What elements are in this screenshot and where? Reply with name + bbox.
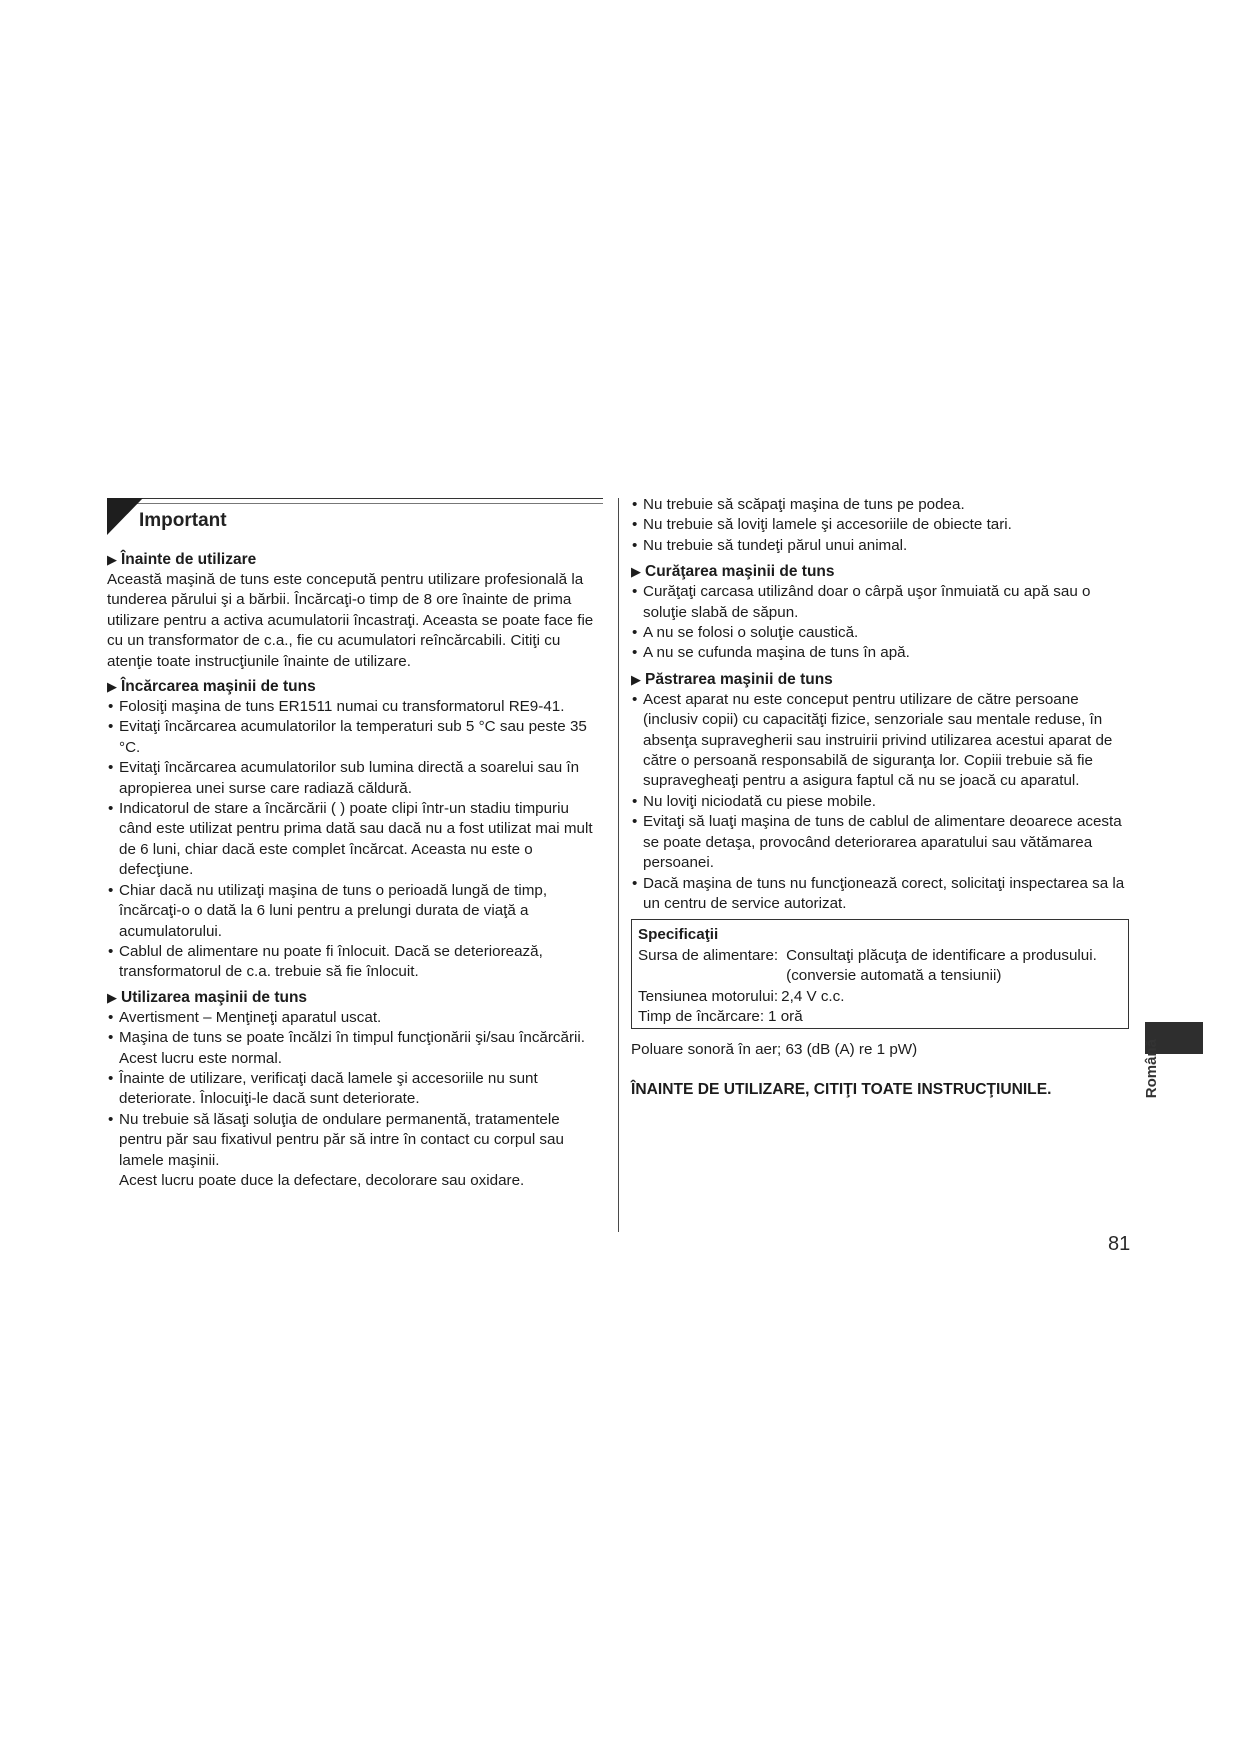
list-item: • Nu trebuie să tundeţi părul unui animal. <box>631 536 1131 556</box>
section-heading-charging: ▶ Încărcarea maşinii de tuns <box>107 678 316 696</box>
list-item: • Indicatorul de stare a încărcării ( ) poate clipi într-un stadiu timpuriu când este utilizat pentru prima dată sau dacă nu a fost utilizat mai mult de 6 luni, chiar dacă este complet încărcat. Aceasta nu este o defecţiune. <box>107 799 603 881</box>
list-item: • Nu trebuie să lăsaţi soluţia de ondulare permanentă, tratamentele pentru păr sau fixativul pentru păr să intre în contact cu corpul sau lamele maşinii. Acest lucru poate duce la defectare, decolorare sau oxidare. <box>107 1110 603 1192</box>
storage-list <box>631 690 1131 914</box>
list-item: • Înainte de utilizare, verificaţi dacă lamele şi accesoriile nu sunt deteriorate. Înlocuiţi-le dacă sunt deteriorate. <box>107 1069 603 1110</box>
list-item: • Acest aparat nu este conceput pentru utilizare de către persoane (inclusiv copii) cu capacităţi fizice, senzoriale sau mentale reduse, în absenţa supravegherii sau instruirii privind utilizarea acestui aparat de către o persoană responsabilă de siguranţa lor. Copiii trebuie să fie supravegheaţi pentru a asigura faptul că nu se joacă cu aparatul. <box>631 690 1131 792</box>
banner-rule <box>107 498 603 499</box>
list-item: • Evitaţi încărcarea acumulatorilor la temperaturi sub 5 °C sau peste 35 °C. <box>107 717 603 758</box>
using-list <box>107 1008 603 1192</box>
section-heading-before-use: ▶ Înainte de utilizare <box>107 551 257 568</box>
play-arrow-icon: ▶ <box>631 671 641 687</box>
spec-row <box>638 987 1122 1007</box>
list-item: • Nu trebuie să loviţi lamele şi accesoriile de obiecte tari. <box>631 515 1131 535</box>
banner-rule-secondary <box>117 503 603 504</box>
specifications-box <box>631 919 1129 1029</box>
list-item-continuation: Acest lucru poate duce la defectare, decolorare sau oxidare. <box>119 1171 525 1189</box>
charging-list <box>107 697 603 983</box>
list-item: • Evitaţi să luaţi maşina de tuns de cablul de alimentare deoarece acesta se poate detaşa, provocând deteriorarea aparatului sau vătămarea persoanei. <box>631 812 1131 873</box>
section-heading-using: ▶ Utilizarea maşinii de tuns <box>107 988 308 1006</box>
spec-row <box>638 946 1122 987</box>
play-arrow-icon: ▶ <box>107 989 117 1005</box>
specifications-title: Specificaţii <box>638 926 719 944</box>
noise-statement: Poluare sonoră în aer; 63 (dB (A) re 1 pW) <box>631 1041 918 1059</box>
read-instructions-warning: ÎNAINTE DE UTILIZARE, CITIŢI TOATE INSTRUCŢIUNILE. <box>631 1080 1052 1098</box>
list-item: • Cablul de alimentare nu poate fi înlocuit. Dacă se deteriorează, transformatorul de c.a. trebuie să fie înlocuit. <box>107 942 603 983</box>
important-banner <box>107 495 603 543</box>
spec-value: 1 oră <box>768 1007 803 1025</box>
cleaning-list <box>631 582 1131 664</box>
column-divider <box>618 498 619 1232</box>
list-item: • A nu se cufunda maşina de tuns în apă. <box>631 643 1131 663</box>
list-item: • Nu loviţi niciodată cu piese mobile. <box>631 792 1131 812</box>
list-item: • Nu trebuie să scăpaţi maşina de tuns pe podea. <box>631 495 1131 515</box>
list-item: • Maşina de tuns se poate încălzi în timpul funcţionării şi/sau încărcării. Acest lucru este normal. <box>107 1028 603 1069</box>
spec-label: Sursa de alimentare: <box>638 946 779 964</box>
list-item: • Evitaţi încărcarea acumulatorilor sub lumina directă a soarelui sau în apropierea unei surse care radiază căldură. <box>107 758 603 799</box>
spec-label: Timp de încărcare: <box>638 1007 765 1025</box>
using-list-continued <box>631 495 1131 556</box>
list-item: • Avertisment – Menţineţi aparatul uscat. <box>107 1008 603 1028</box>
play-arrow-icon: ▶ <box>107 679 117 695</box>
spec-label: Tensiunea motorului: <box>638 987 779 1005</box>
left-column <box>107 495 603 1191</box>
spec-value: Consultaţi plăcuţa de identificare a produsului. (conversie automată a tensiunii) <box>786 946 1097 985</box>
play-arrow-icon: ▶ <box>107 552 117 567</box>
before-use-text: Această maşină de tuns este concepută pentru utilizare profesională la tunderea părului şi a bărbii. Încărcaţi-o timp de 8 ore înainte de prima utilizare pentru a activa acumulatorii încastraţi. Aceasta se poate face fie cu un transformator de c.a., fie cu acumulatori reîncărcabili. Citiţi cu atenţie toate instrucţiunile înainte de utilizare. <box>107 571 594 670</box>
banner-corner-icon <box>107 498 143 535</box>
section-heading-storage: ▶ Păstrarea maşinii de tuns <box>631 670 833 688</box>
list-item: • Dacă maşina de tuns nu funcţionează corect, solicitaţi inspectarea sa la un centru de service autorizat. <box>631 874 1131 915</box>
play-arrow-icon: ▶ <box>631 564 641 580</box>
section-heading-cleaning: ▶ Curăţarea maşinii de tuns <box>631 563 835 581</box>
spec-value: 2,4 V c.c. <box>781 987 845 1005</box>
list-item: • Curăţaţi carcasa utilizând doar o cârpă uşor înmuiată cu apă sau o soluţie slabă de săpun. <box>631 582 1131 623</box>
page-number: 81 <box>1108 1233 1131 1255</box>
list-item: • A nu se folosi o soluţie caustică. <box>631 623 1131 643</box>
list-item: • Folosiţi maşina de tuns ER1511 numai cu transformatorul RE9-41. <box>107 697 603 717</box>
list-item: • Chiar dacă nu utilizaţi maşina de tuns o perioadă lungă de timp, încărcaţi-o o dată la 6 luni pentru a prelungi durata de viaţă a acumulatorului. <box>107 881 603 942</box>
right-column <box>631 495 1131 1100</box>
important-title: Important <box>139 510 227 531</box>
spec-row <box>638 1007 1122 1027</box>
